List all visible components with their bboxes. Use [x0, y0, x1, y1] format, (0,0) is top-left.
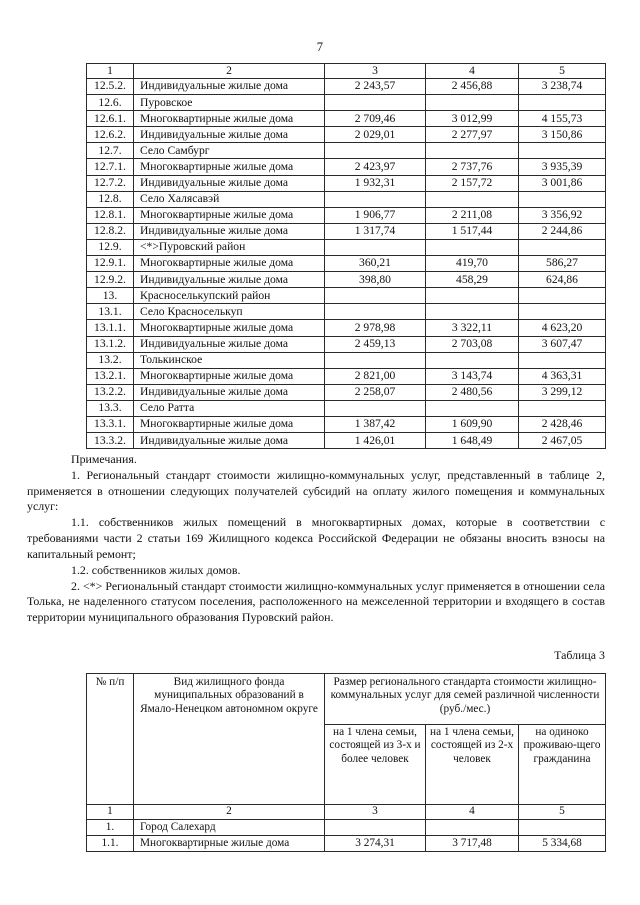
row-value-4: 2 480,56 [426, 384, 519, 400]
column-number-1: 1 [87, 64, 134, 79]
row-number: 12.5.2. [87, 79, 134, 95]
row-number: 13.3.1. [87, 416, 134, 432]
row-value-5: 4 363,31 [519, 368, 606, 384]
row-value-5: 5 334,68 [519, 836, 606, 852]
row-number: 12.7. [87, 143, 134, 159]
row-number: 13.2.1. [87, 368, 134, 384]
table-2-column-number-row [87, 64, 606, 79]
row-value-3: 2 258,07 [325, 384, 426, 400]
table-row [87, 207, 606, 223]
row-name: Индивидуальные жилые дома [134, 79, 325, 95]
row-name: Индивидуальные жилые дома [134, 336, 325, 352]
row-value-4: 3 012,99 [426, 111, 519, 127]
row-name: Село Халясавэй [134, 191, 325, 207]
table-row [87, 336, 606, 352]
column-number-1: 1 [87, 805, 134, 820]
note-paragraph-1: 1. Региональный стандарт стоимости жилищно-коммунальных услуг, представленный в таблице 2, применяется в отношении следующих получателей субсидий на оплату жилого помещения и коммунальных услуг: [27, 467, 605, 514]
column-number-4: 4 [426, 64, 519, 79]
row-value-4: 2 703,08 [426, 336, 519, 352]
row-value-4: 2 456,88 [426, 79, 519, 95]
row-value-5: 2 428,46 [519, 416, 606, 432]
column-number-5: 5 [519, 805, 606, 820]
table-row [87, 352, 606, 368]
row-value-4: 3 143,74 [426, 368, 519, 384]
table-row [87, 159, 606, 175]
row-value-3: 1 932,31 [325, 175, 426, 191]
row-value-3: 360,21 [325, 256, 426, 272]
table-3-container [86, 673, 605, 852]
column-number-2: 2 [134, 805, 325, 820]
row-value-4: 3 717,48 [426, 836, 519, 852]
table-row [87, 400, 606, 416]
column-number-2: 2 [134, 64, 325, 79]
row-name: Село Ратта [134, 400, 325, 416]
row-value-3: 2 709,46 [325, 111, 426, 127]
table-row [87, 143, 606, 159]
table-row [87, 223, 606, 239]
row-name: Многоквартирные жилые дома [134, 368, 325, 384]
row-value-5: 3 150,86 [519, 127, 606, 143]
row-value-3: 1 906,77 [325, 207, 426, 223]
column-number-5: 5 [519, 64, 606, 79]
row-value-4: 458,29 [426, 272, 519, 288]
table-row [87, 175, 606, 191]
row-value-4 [426, 239, 519, 255]
row-value-4 [426, 352, 519, 368]
table-row [87, 272, 606, 288]
row-number: 12.8.2. [87, 223, 134, 239]
row-value-3 [325, 95, 426, 111]
row-name: Многоквартирные жилые дома [134, 416, 325, 432]
row-value-3 [325, 352, 426, 368]
row-value-3: 1 317,74 [325, 223, 426, 239]
row-name: Индивидуальные жилые дома [134, 127, 325, 143]
row-value-4 [426, 288, 519, 304]
row-name: Многоквартирные жилые дома [134, 320, 325, 336]
table-row [87, 433, 606, 449]
row-number: 13.1.2. [87, 336, 134, 352]
row-value-3 [325, 820, 426, 836]
table-row [87, 79, 606, 95]
row-value-5: 586,27 [519, 256, 606, 272]
row-value-3 [325, 304, 426, 320]
row-value-5: 3 238,74 [519, 79, 606, 95]
row-value-5: 3 935,39 [519, 159, 606, 175]
row-value-4: 2 211,08 [426, 207, 519, 223]
note-paragraph-2: 2. <*> Региональный стандарт стоимости жилищно-коммунальных услуг применяется в отношении села Толька, не наделенного статусом поселения, расположенного на межселенной территории и входящего в состав территории муниципального образования Пуровский район. [27, 578, 605, 625]
row-name: Пуровское [134, 95, 325, 111]
table-3-column-number-row [87, 805, 606, 820]
row-value-4 [426, 95, 519, 111]
table-row [87, 239, 606, 255]
row-value-5: 3 001,86 [519, 175, 606, 191]
table-row [87, 127, 606, 143]
page-number: 7 [316, 40, 324, 54]
row-name: Индивидуальные жилые дома [134, 384, 325, 400]
table-2 [86, 63, 606, 449]
table-2-body [87, 64, 606, 449]
table-3-header-row [87, 674, 606, 725]
row-number: 1.1. [87, 836, 134, 852]
row-value-5 [519, 400, 606, 416]
row-name: Индивидуальные жилые дома [134, 272, 325, 288]
row-number: 12.7.2. [87, 175, 134, 191]
row-name: Многоквартирные жилые дома [134, 836, 325, 852]
row-value-5 [519, 304, 606, 320]
table-3-body [87, 820, 606, 852]
row-value-3: 2 243,57 [325, 79, 426, 95]
row-value-3 [325, 191, 426, 207]
row-number: 1. [87, 820, 134, 836]
row-value-3: 2 821,00 [325, 368, 426, 384]
row-name: Многоквартирные жилые дома [134, 256, 325, 272]
table-row [87, 95, 606, 111]
row-value-5 [519, 239, 606, 255]
row-value-3: 1 426,01 [325, 433, 426, 449]
column-number-3: 3 [325, 64, 426, 79]
row-name: Многоквартирные жилые дома [134, 111, 325, 127]
row-number: 13.2.2. [87, 384, 134, 400]
row-value-5: 3 356,92 [519, 207, 606, 223]
row-value-5 [519, 288, 606, 304]
table-row [87, 320, 606, 336]
row-number: 12.6. [87, 95, 134, 111]
row-number: 12.9.1. [87, 256, 134, 272]
row-value-4: 1 517,44 [426, 223, 519, 239]
row-value-5: 2 467,05 [519, 433, 606, 449]
table-3-header-col2: Вид жилищного фонда муниципальных образований в Ямало-Ненецком автономном округе [134, 674, 325, 805]
row-number: 12.6.2. [87, 127, 134, 143]
table-row [87, 384, 606, 400]
row-value-4: 2 277,97 [426, 127, 519, 143]
note-paragraph-1-1: 1.1. собственников жилых помещений в многоквартирных домах, которые в соответствии с требованиями части 2 статьи 169 Жилищного кодекса Российской Федерации не обязаны вносить взносы на капитальный ремонт; [27, 515, 605, 561]
row-value-4: 2 157,72 [426, 175, 519, 191]
row-name: Толькинское [134, 352, 325, 368]
row-number: 12.7.1. [87, 159, 134, 175]
row-value-3: 2 423,97 [325, 159, 426, 175]
row-value-4: 1 609,90 [426, 416, 519, 432]
column-number-3: 3 [325, 805, 426, 820]
row-name: Многоквартирные жилые дома [134, 159, 325, 175]
row-name: Индивидуальные жилые дома [134, 175, 325, 191]
table-row [87, 288, 606, 304]
row-name: Многоквартирные жилые дома [134, 207, 325, 223]
notes-heading: Примечания. [71, 452, 137, 466]
row-value-4 [426, 304, 519, 320]
row-value-4 [426, 191, 519, 207]
row-number: 12.9. [87, 239, 134, 255]
row-value-3 [325, 239, 426, 255]
row-value-5: 624,86 [519, 272, 606, 288]
row-value-3: 1 387,42 [325, 416, 426, 432]
table-row [87, 304, 606, 320]
table-3-caption: Таблица 3 [554, 648, 605, 662]
notes-block [27, 452, 605, 626]
row-name: Индивидуальные жилые дома [134, 223, 325, 239]
table-3-subheader-4: на 1 члена семьи, состоящей из 2-х человек [426, 725, 519, 805]
table-3-subheader-5: на одиноко проживаю-щего гражданина [519, 725, 606, 805]
row-number: 13.1.1. [87, 320, 134, 336]
table-row [87, 836, 606, 852]
row-value-3 [325, 400, 426, 416]
row-value-5 [519, 352, 606, 368]
row-value-5 [519, 191, 606, 207]
row-name: Город Салехард [134, 820, 325, 836]
row-number: 13.3.2. [87, 433, 134, 449]
row-value-5 [519, 143, 606, 159]
table-row [87, 416, 606, 432]
table-3-subheader-3: на 1 члена семьи, состоящей из 3-х и более человек [325, 725, 426, 805]
table-3-header-col1: № п/п [87, 674, 134, 805]
row-number: 13.2. [87, 352, 134, 368]
row-number: 13.1. [87, 304, 134, 320]
row-value-5: 3 607,47 [519, 336, 606, 352]
row-value-5: 2 244,86 [519, 223, 606, 239]
row-name: <*>Пуровский район [134, 239, 325, 255]
row-name: Село Красноселькуп [134, 304, 325, 320]
row-value-4: 2 737,76 [426, 159, 519, 175]
table-3-header-group: Размер регионального стандарта стоимости жилищно-коммунальных услуг для семей различной численности (руб./мес.) [325, 674, 606, 725]
row-number: 12.9.2. [87, 272, 134, 288]
table-row [87, 191, 606, 207]
row-number: 12.8.1. [87, 207, 134, 223]
row-value-4 [426, 400, 519, 416]
row-value-5 [519, 820, 606, 836]
row-name: Красноселькупский район [134, 288, 325, 304]
row-name: Индивидуальные жилые дома [134, 433, 325, 449]
table-2-container [86, 63, 605, 449]
row-value-3 [325, 288, 426, 304]
row-value-5 [519, 95, 606, 111]
row-value-5: 3 299,12 [519, 384, 606, 400]
row-value-4 [426, 143, 519, 159]
row-value-3 [325, 143, 426, 159]
row-name: Село Самбург [134, 143, 325, 159]
row-value-3: 2 978,98 [325, 320, 426, 336]
row-value-4 [426, 820, 519, 836]
row-number: 12.6.1. [87, 111, 134, 127]
table-row [87, 256, 606, 272]
note-paragraph-1-2: 1.2. собственников жилых домов. [71, 562, 241, 577]
row-value-5: 4 623,20 [519, 320, 606, 336]
row-number: 13. [87, 288, 134, 304]
row-value-3: 2 029,01 [325, 127, 426, 143]
table-3 [86, 673, 606, 852]
table-row [87, 368, 606, 384]
table-row [87, 820, 606, 836]
row-value-3: 2 459,13 [325, 336, 426, 352]
row-value-4: 1 648,49 [426, 433, 519, 449]
row-value-4: 419,70 [426, 256, 519, 272]
row-value-3: 3 274,31 [325, 836, 426, 852]
row-value-3: 398,80 [325, 272, 426, 288]
table-row [87, 111, 606, 127]
row-value-4: 3 322,11 [426, 320, 519, 336]
row-value-5: 4 155,73 [519, 111, 606, 127]
column-number-4: 4 [426, 805, 519, 820]
row-number: 13.3. [87, 400, 134, 416]
row-number: 12.8. [87, 191, 134, 207]
